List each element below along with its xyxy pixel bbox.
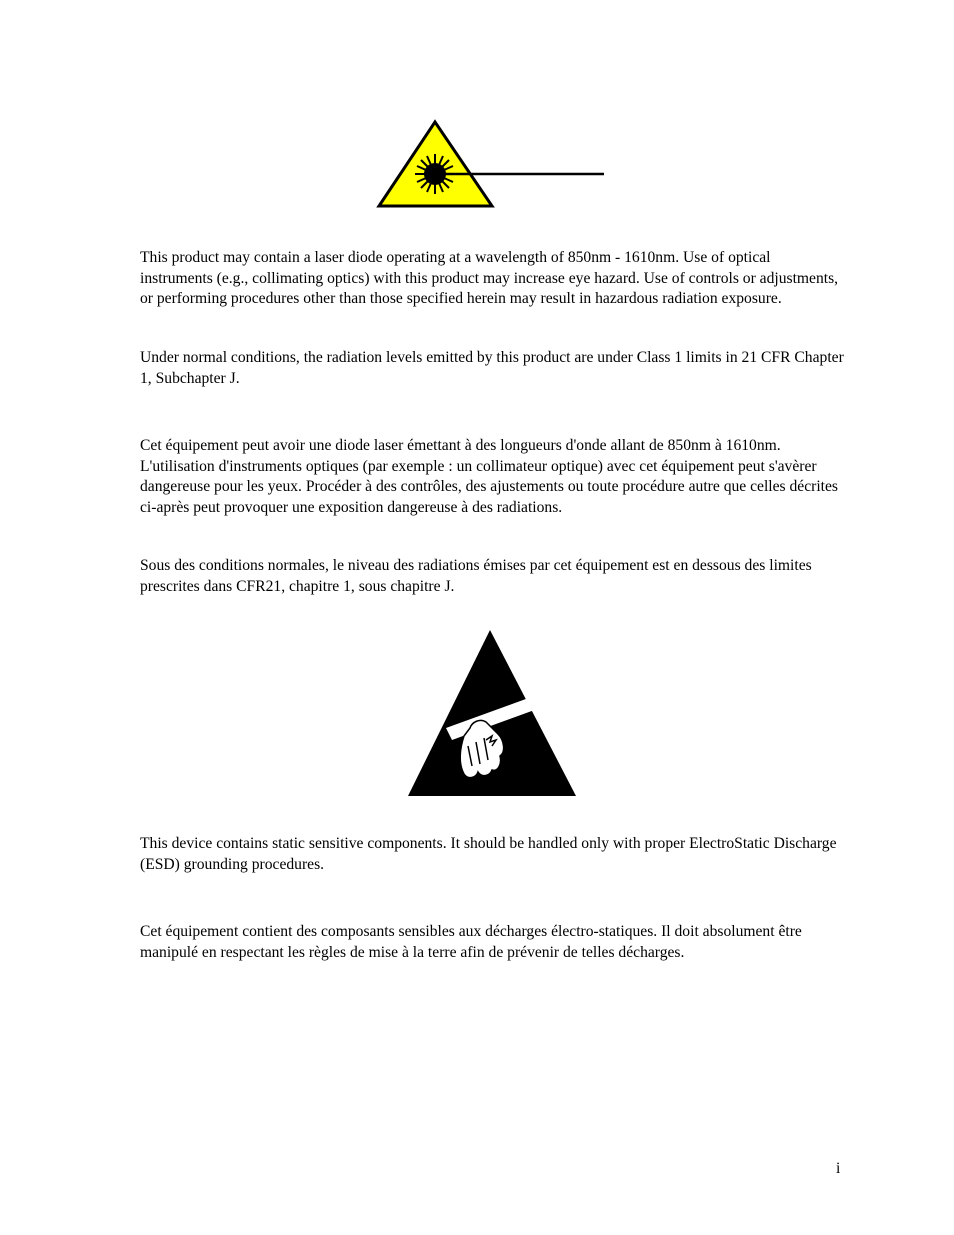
laser-warning-fr-paragraph-2: Sous des conditions normales, le niveau des radiations émises par cet équipement est en dessous des limites prescrites dans CFR21, chapitre 1, sous chapitre J. (140, 557, 812, 595)
page-number: i (836, 1160, 841, 1177)
laser-warning-en-paragraph-2: Under normal conditions, the radiation levels emitted by this product are under Class 1 limits in 21 CFR Chapter 1, Subchapter J. (140, 349, 844, 387)
laser-warning-fr-paragraph-1: Cet équipement peut avoir une diode laser émettant à des longueurs d'onde allant de 850nm à 1610nm. L'utilisation d'instruments optiques (par exemple : un collimateur optique) avec cet équipement peut s'avèrer dangereuse pour les yeux. Procéder à des contrôles, des ajustements ou toute procédure autre que celles décrites ci-après peut provoquer une exposition dangereuse à des radiations. (140, 437, 838, 516)
esd-warning-en-paragraph: This device contains static sensitive components. It should be handled only with proper ElectroStatic Discharge (ESD) grounding procedures. (140, 835, 837, 873)
esd-warning-icon (406, 628, 578, 798)
laser-warning-icon (376, 118, 606, 210)
esd-warning-fr-paragraph: Cet équipement contient des composants sensibles aux décharges électro-statiques. Il doit absolument être manipulé en respectant les règles de mise à la terre afin de prévenir de telles décharges. (140, 923, 802, 961)
laser-warning-en-paragraph-1: This product may contain a laser diode operating at a wavelength of 850nm - 1610nm. Use of optical instruments (e.g., collimating optics) with this product may increase eye hazard. Use of controls or adjustments, or performing procedures other than those specified herein may result in hazardous radiation exposure. (140, 249, 839, 308)
